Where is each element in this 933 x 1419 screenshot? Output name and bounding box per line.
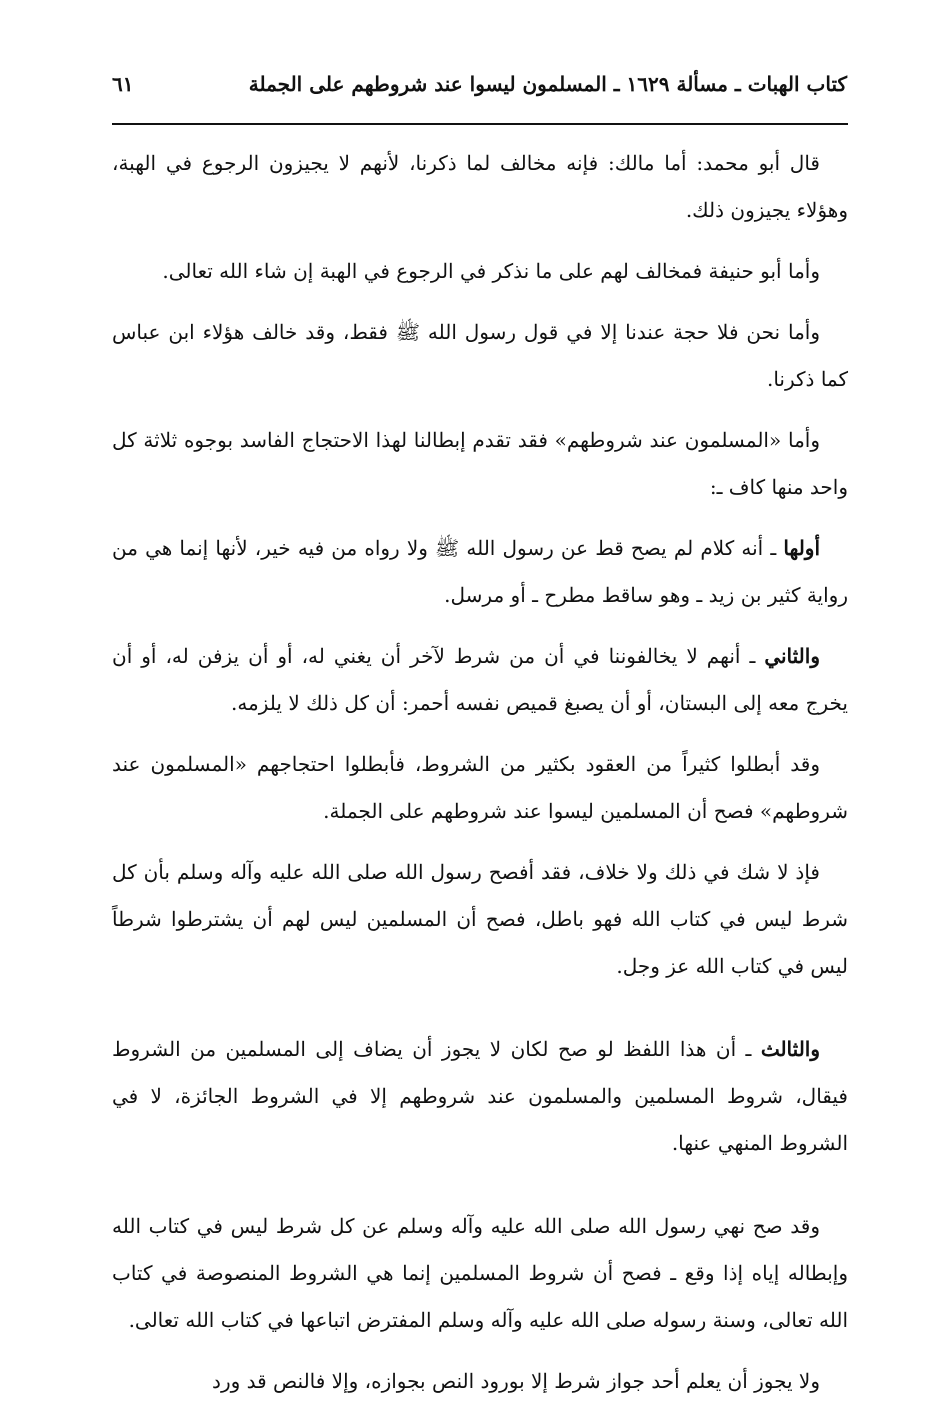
paragraph [112,849,848,990]
paragraph-lead: والثالث [760,1037,820,1061]
paragraph-text: ولا يجوز أن يعلم أحد جواز شرط إلا بورود النص بجوازه، وإلا فالنص قد ورد [212,1369,820,1393]
paragraph [112,633,848,727]
paragraph-text: وأما نحن فلا حجة عندنا إلا في قول رسول الله ﷺ فقط، وقد خالف هؤلاء ابن عباس كما ذكرنا. [112,320,848,391]
paragraph [112,417,848,511]
paragraph [112,1203,848,1344]
paragraph [112,1358,848,1405]
paragraph-text: وقد أبطلوا كثيراً من العقود بكثير من الشروط، فأبطلوا احتجاجهم «المسلمون عند شروطهم» فصح أن المسلمين ليسوا عند شروطهم على الجملة. [112,752,848,823]
paragraph-text: وقد صح نهي رسول الله صلى الله عليه وآله وسلم عن كل شرط ليس في كتاب الله وإبطاله إياه إذا وقع ـ فصح أن شروط المسلمين إنما هي الشروط المنصوصة في كتاب الله تعالى، وسنة رسوله صلى الله عليه وآله وسلم المفترض اتباعها في كتاب الله تعالى. [112,1214,848,1332]
running-title: كتاب الهبات ـ مسألة ١٦٢٩ ـ المسلمون ليسوا عند شروطهم على الجملة [248,72,847,96]
body-text [112,140,848,1419]
paragraph-text: قال أبو محمد: أما مالك: فإنه مخالف لما ذكرنا، لأنهم لا يجيزون الرجوع في الهبة، وهؤلاء يجيزون ذلك. [112,151,848,222]
paragraph-lead: والثاني [764,644,820,668]
page-number: ٦١ [112,72,134,96]
spacer [112,1004,848,1026]
paragraph-text: وأما أبو حنيفة فمخالف لهم على ما نذكر في الرجوع في الهبة إن شاء الله تعالى. [162,259,820,283]
paragraph-text: فإذ لا شك في ذلك ولا خلاف، فقد أفصح رسول الله صلى الله عليه وآله وسلم بأن كل شرط ليس في كتاب الله فهو باطل، فصح أن المسلمين ليس لهم أن يشترطوا شرطاً ليس في كتاب الله عز وجل. [112,860,848,978]
running-header [112,62,847,112]
paragraph-text: ـ أنه كلام لم يصح قط عن رسول الله ﷺ ولا رواه من فيه خير، لأنها إنما هي من رواية كثير بن زيد ـ وهو ساقط مطرح ـ أو مرسل. [112,536,848,607]
paragraph [112,1026,848,1167]
paragraph [112,140,848,234]
paragraph-text: وأما «المسلمون عند شروطهم» فقد تقدم إبطالنا لهذا الاحتجاج الفاسد بوجوه ثلاثة كل واحد منها كاف ـ: [112,428,848,499]
paragraph-text: ـ أنهم لا يخالفوننا في أن من شرط لآخر أن يغني له، أو أن يزفن له، أو أن يخرج معه إلى البستان، أو أن يصبغ قميص نفسه أحمر: أن كل ذلك لا يلزمه. [112,644,848,715]
header-divider [112,123,848,125]
paragraph-lead: أولها [783,536,820,560]
paragraph [112,741,848,835]
paragraph [112,309,848,403]
paragraph [112,248,848,295]
paragraph [112,525,848,619]
spacer [112,1181,848,1203]
paragraph-text: ـ أن هذا اللفظ لو صح لكان لا يجوز أن يضاف إلى المسلمين من الشروط فيقال، شروط المسلمين والمسلمون عند شروطهم إلا في الشروط الجائزة، لا في الشروط المنهي عنها. [112,1037,848,1155]
